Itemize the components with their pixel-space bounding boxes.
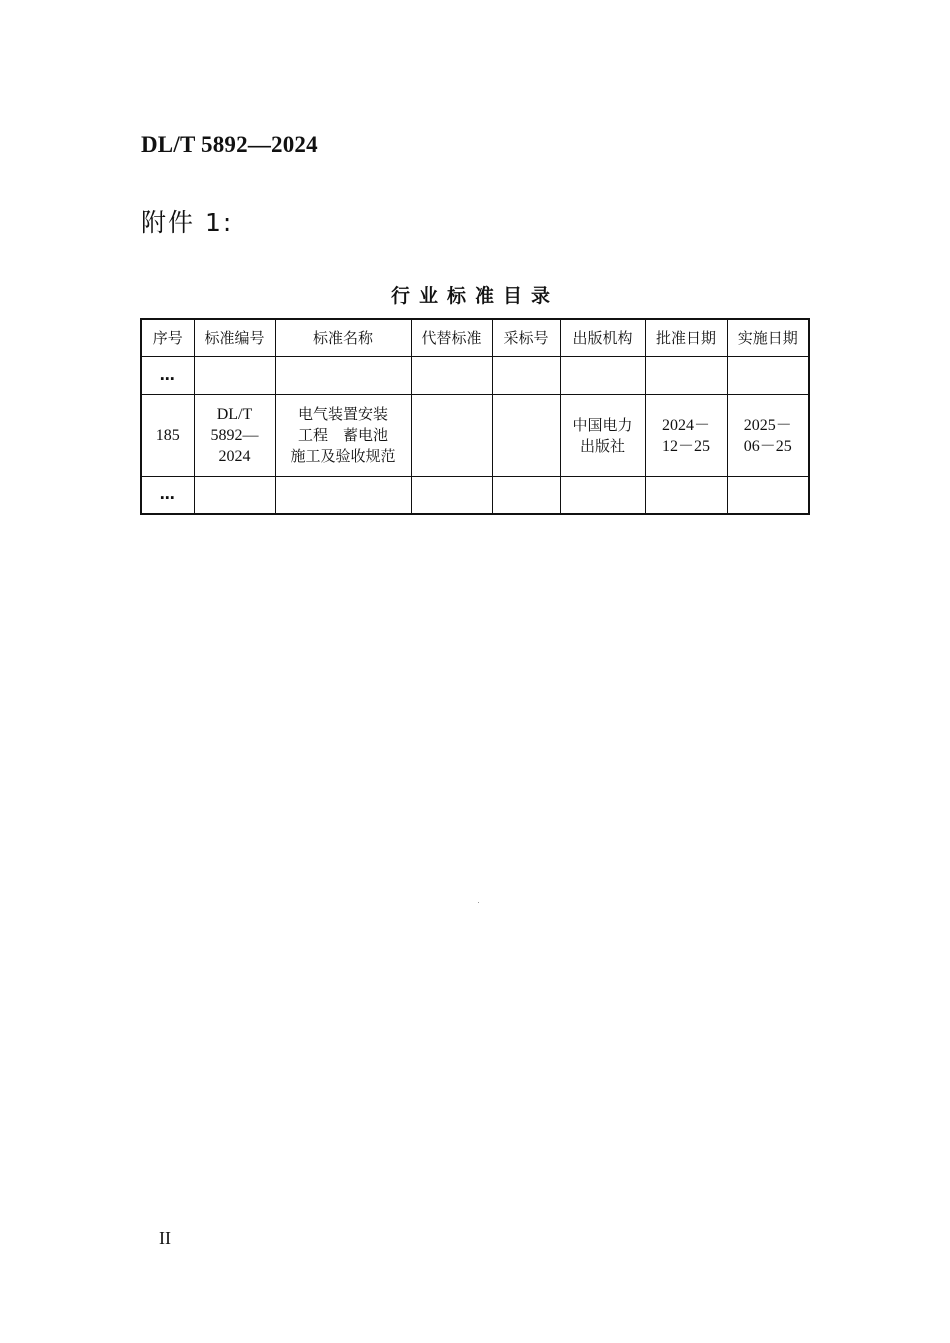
cell-code <box>194 357 275 395</box>
cell-name <box>275 357 411 395</box>
cell-line: 中国电力 <box>572 415 633 434</box>
cell-effective <box>727 395 809 477</box>
cell-name <box>275 395 411 477</box>
column-header-publisher: 出版机构 <box>560 319 645 357</box>
document-code: DL/T 5892—2024 <box>141 132 318 157</box>
cell-line: 5892— <box>210 427 259 444</box>
column-header-effective: 实施日期 <box>727 319 809 357</box>
cell-line: 2025－ <box>743 416 792 434</box>
table-title: 行业标准目录 <box>390 285 559 307</box>
cell-line: 施工及验收规范 <box>290 447 396 465</box>
cell-line: 工程 蓄电池 <box>297 426 388 444</box>
cell-publisher <box>560 395 645 477</box>
cell-adopted <box>492 477 560 514</box>
cell-adopted <box>492 357 560 395</box>
cell-line: 2024－ <box>661 416 710 434</box>
cell-line: 出版社 <box>579 436 625 455</box>
cell-seq: 185 <box>141 395 194 477</box>
cell-line: 2024 <box>218 448 251 465</box>
cell-replaces <box>411 477 492 514</box>
cell-approved <box>645 357 727 395</box>
cell-code <box>194 395 275 477</box>
cell-publisher <box>560 357 645 395</box>
cell-line: DL/T <box>216 406 253 423</box>
cell-approved <box>645 477 727 514</box>
scan-speck <box>478 902 479 903</box>
cell-adopted <box>492 395 560 477</box>
standards-catalog-table <box>140 318 810 515</box>
column-header-name: 标准名称 <box>275 319 411 357</box>
page-number: II <box>159 1228 171 1248</box>
table-row <box>141 395 809 477</box>
column-header-adopted: 采标号 <box>492 319 560 357</box>
cell-replaces <box>411 395 492 477</box>
table-header-row <box>141 319 809 357</box>
cell-seq: … <box>141 477 194 514</box>
cell-publisher <box>560 477 645 514</box>
column-header-replaces: 代替标准 <box>411 319 492 357</box>
cell-replaces <box>411 357 492 395</box>
cell-seq: … <box>141 357 194 395</box>
column-header-code: 标准编号 <box>194 319 275 357</box>
column-header-seq: 序号 <box>141 319 194 357</box>
cell-effective <box>727 357 809 395</box>
cell-effective <box>727 477 809 514</box>
cell-line: 06－25 <box>743 437 792 455</box>
cell-line: 电气装置安装 <box>297 405 388 423</box>
table-row <box>141 357 809 395</box>
table-row <box>141 477 809 514</box>
cell-name <box>275 477 411 514</box>
column-header-approved: 批准日期 <box>645 319 727 357</box>
cell-line: 12－25 <box>661 437 710 455</box>
cell-code <box>194 477 275 514</box>
attachment-label: 附件 1: <box>141 208 234 237</box>
cell-approved <box>645 395 727 477</box>
